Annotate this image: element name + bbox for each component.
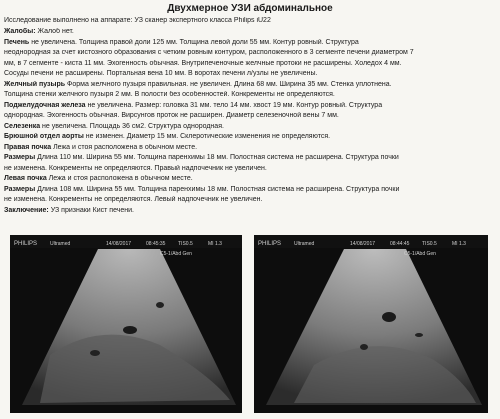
section-text: не изменена. Конкременты не определяются. Левый надпочечник не увеличен. <box>4 196 263 203</box>
section-text: Толщина стенки желчного пузыря 2 мм. В полости без особенностей. Конкременты не определяются. <box>4 91 335 98</box>
section-text: мм, в 7 сегменте - киста 11 мм. Эхогенность обычная. Внутрипеченочные желчные протоки не расширены. Холедох 4 мм. <box>4 59 402 67</box>
report-line <box>4 207 496 215</box>
section-label: Размеры <box>4 185 36 193</box>
section-text: Жалоб нет. <box>35 28 74 35</box>
hospital-label: Ultramed <box>294 241 315 247</box>
section-text: не увеличена. Толщина правой доли 125 мм. Толщина левой доли 55 мм. Контур ровный. Структура <box>29 38 359 46</box>
section-label: Размеры <box>4 154 36 161</box>
report-line <box>4 112 496 120</box>
brand-label: PHILIPS <box>14 241 38 247</box>
report-line <box>4 196 496 204</box>
device-line: Исследование выполнено на аппарате: УЗ сканер экспертного класса Philips iU22 <box>4 17 271 24</box>
report-line <box>4 81 496 89</box>
report-line <box>4 154 496 162</box>
date-label: 14/08/2017 <box>350 241 376 247</box>
brand-label: PHILIPS <box>258 241 282 247</box>
section-text: Длина 110 мм. Ширина 55 мм. Толщина паренхимы 18 мм. Полостная система не расширена. Структура почки <box>35 154 399 161</box>
report-line <box>4 70 496 78</box>
section-label: Левая почка <box>4 175 47 182</box>
report-line <box>4 165 496 173</box>
time-label: 08:44:45 <box>390 241 410 247</box>
preset-label: C5-1/Abd Gen <box>404 251 436 257</box>
report-line <box>4 123 496 131</box>
section-label: Желчный пузырь <box>4 80 66 88</box>
section-text: Длина 108 мм. Ширина 55 мм. Толщина паренхимы 18 мм. Полостная система не расширена. Структура почки <box>35 185 400 193</box>
report-line <box>4 39 496 47</box>
report-line <box>4 28 496 36</box>
report-line <box>4 133 496 141</box>
section-label: Селезенка <box>4 122 41 130</box>
section-text: Форма желчного пузыря правильная. не увеличен. Длина 68 мм. Ширина 35 мм. Стенка уплотнена. <box>65 80 392 88</box>
report-line <box>4 186 496 194</box>
report-line <box>4 102 496 110</box>
report-line <box>4 60 496 68</box>
section-text: Лежа и стоя расположена в обычном месте. <box>46 175 193 182</box>
report-line <box>4 144 496 152</box>
section-text: УЗ признаки Кист печени. <box>48 206 134 214</box>
tis-label: TIS0.5 <box>178 241 193 247</box>
mi-label: MI 1.3 <box>208 241 222 247</box>
preset-label: C5-1/Abd Gen <box>160 251 192 257</box>
report-title: Двухмерное УЗИ абдоминальное <box>167 3 333 14</box>
section-text: Лежа и стоя расположена в обычном месте. <box>51 143 198 151</box>
section-label: Брюшной отдел аорты <box>4 133 84 140</box>
ultrasound-image-1 <box>10 235 242 413</box>
tis-label: TIS0.5 <box>422 241 437 247</box>
report-line <box>4 175 496 183</box>
section-label: Жалобы: <box>4 28 36 35</box>
section-text: не увеличена. Размер: головка 31 мм. тело 14 мм. хвост 19 мм. Контур ровный. Структура <box>85 101 383 109</box>
section-text: Сосуды печени не расширены. Портальная вена 10 мм. В воротах печени л/узлы не увеличены. <box>4 70 318 77</box>
section-text: не увеличена. Площадь 36 см2. Структура однородная. <box>40 122 224 130</box>
section-label: Заключение: <box>4 206 49 214</box>
section-text: не изменен. Диаметр 15 мм. Склеротические изменения не определяются. <box>83 133 331 140</box>
section-text: неоднородная за счет кистозного образования с четким ровным контуром, расположенного в 3 сегменте печени диаметром 7 <box>4 49 414 56</box>
section-label: Правая почка <box>4 143 52 151</box>
date-label: 14/08/2017 <box>106 241 132 247</box>
time-label: 08:45:35 <box>146 241 166 247</box>
section-text: однородная. Эхогенность обычная. Вирсунгов проток не расширен. Диаметр селезеночной вены 7 мм. <box>4 112 339 119</box>
section-label: Поджелудочная железа <box>4 101 86 109</box>
ultrasound-image-2 <box>254 235 488 413</box>
mi-label: MI 1.3 <box>452 241 466 247</box>
section-text: не изменена. Конкременты не определяются. Правый надпочечник не увеличен. <box>4 164 267 172</box>
report-line <box>4 49 496 57</box>
report-line <box>4 91 496 99</box>
hospital-label: Ultramed <box>50 241 71 247</box>
section-label: Печень <box>4 38 30 46</box>
